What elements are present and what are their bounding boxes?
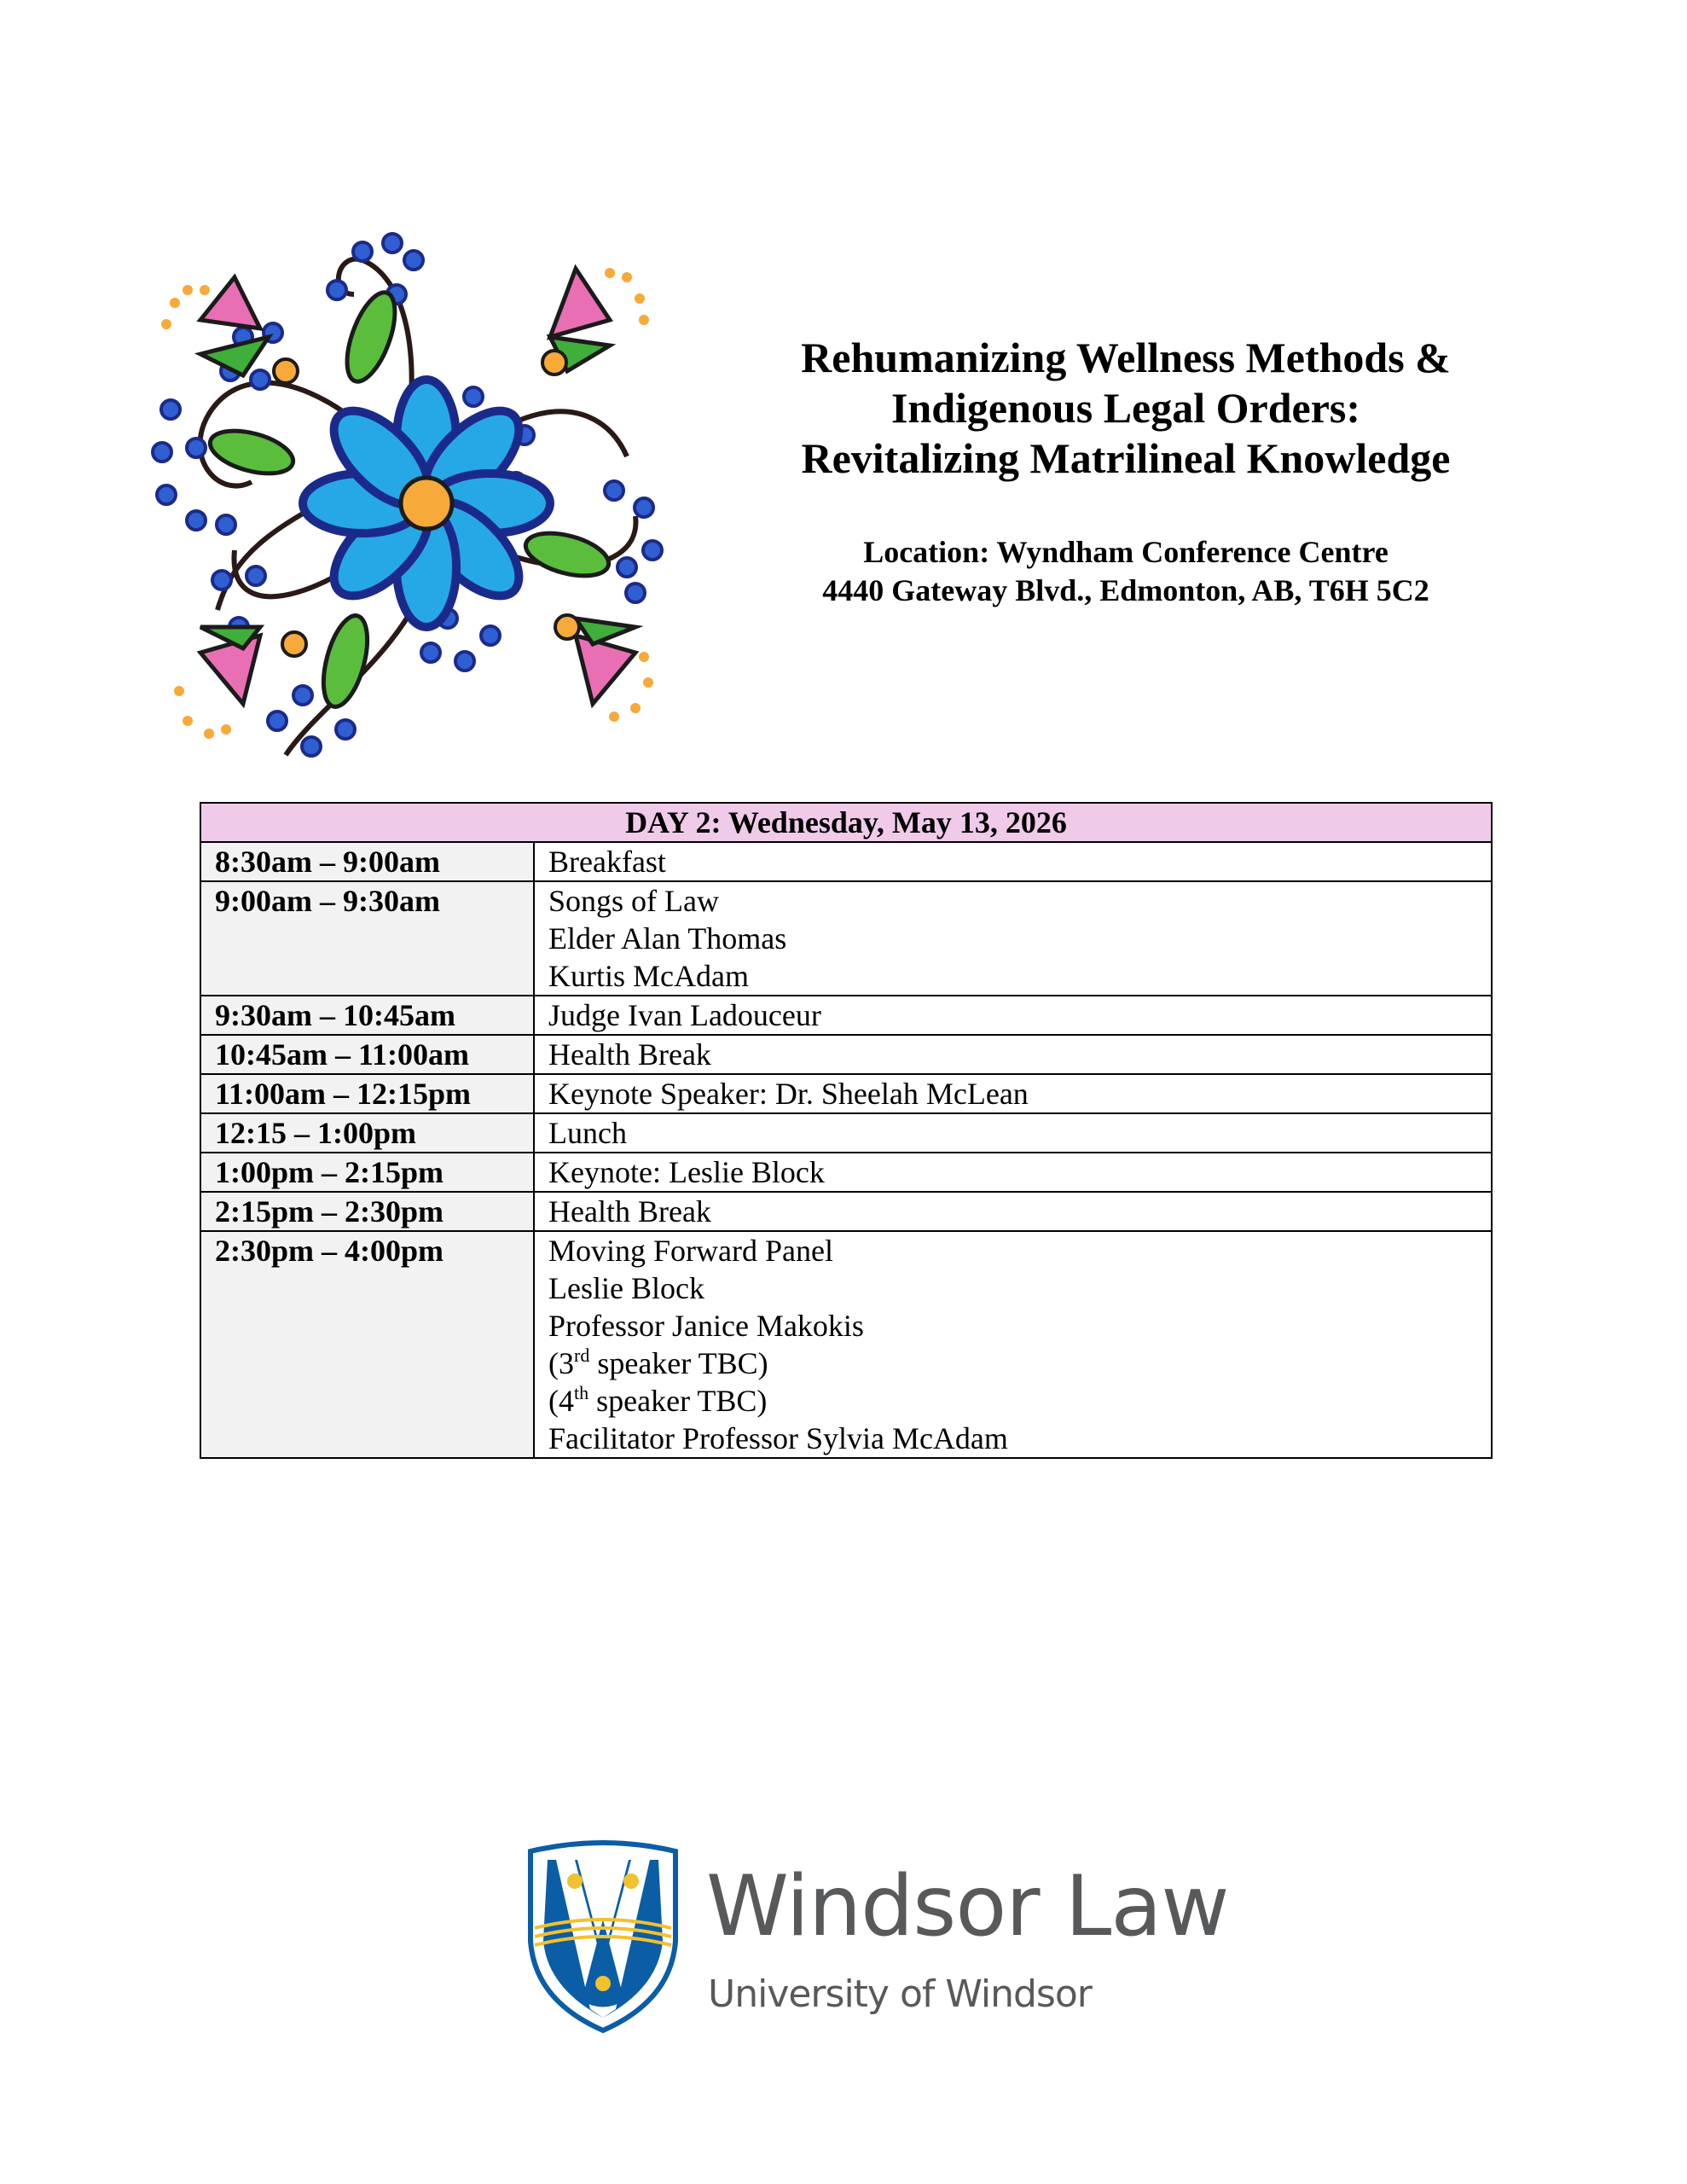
activity: Moving Forward Panel [548,1234,833,1268]
activity: Professor Janice Makokis [548,1309,864,1343]
activity: Health Break [548,1037,711,1072]
activity-cell [534,1192,1492,1231]
activity-cell [534,996,1492,1035]
activity [548,1382,1477,1420]
activity: Judge Ivan Ladouceur [548,998,821,1032]
ordinal-suffix: th [574,1382,589,1403]
table-row [200,1074,1492,1113]
time-cell: 9:30am – 10:45am [200,996,534,1035]
logo-title: Windsor Law [706,1858,1229,1955]
time-cell: 12:15 – 1:00pm [200,1113,534,1153]
time-cell: 10:45am – 11:00am [200,1035,534,1074]
activity: Health Break [548,1194,711,1228]
activity: Keynote Speaker: Dr. Sheelah McLean [548,1077,1029,1111]
table-row [200,1153,1492,1192]
activity-cell [534,1153,1492,1192]
speaker-tbc-text: speaker TBC) [588,1384,768,1418]
time-cell: 2:15pm – 2:30pm [200,1192,534,1231]
table-row [200,1113,1492,1153]
table-row [200,996,1492,1035]
floral-beadwork-illustration [149,226,704,781]
event-title [751,333,1501,484]
day-heading: DAY 2: Wednesday, May 13, 2026 [200,803,1492,842]
time-cell: 1:00pm – 2:15pm [200,1153,534,1192]
event-title-line: Revitalizing Matrilineal Knowledge [801,434,1451,482]
activity: Kurtis McAdam [548,959,749,993]
activity-cell [534,881,1492,996]
location-venue: Location: Wyndham Conference Centre [863,535,1388,569]
activity-cell [534,1231,1492,1458]
activity: Elder Alan Thomas [548,921,787,956]
speaker-tbc-prefix: (3 [548,1346,574,1380]
event-title-line: Indigenous Legal Orders: [890,384,1361,432]
university-shield-logo [522,1838,684,2035]
activity [548,1345,1477,1382]
activity: Leslie Block [548,1271,704,1305]
time-cell: 2:30pm – 4:00pm [200,1231,534,1458]
logo-subtitle: University of Windsor [708,1972,1092,2016]
event-location [751,533,1501,610]
speaker-tbc-prefix: (4 [548,1384,574,1418]
speaker-tbc-text: speaker TBC) [589,1346,768,1380]
activity-cell [534,1113,1492,1153]
table-row [200,1231,1492,1458]
table-row [200,1035,1492,1074]
activity: Songs of Law [548,884,719,918]
ordinal-suffix: rd [574,1345,590,1366]
day-heading-row [200,803,1492,842]
activity: Keynote: Leslie Block [548,1155,825,1189]
schedule-table [200,802,1493,1459]
table-row [200,842,1492,881]
activity: Facilitator Professor Sylvia McAdam [548,1421,1008,1455]
activity: Breakfast [548,845,666,879]
time-cell: 9:00am – 9:30am [200,881,534,996]
activity: Lunch [548,1116,627,1150]
time-cell: 8:30am – 9:00am [200,842,534,881]
location-address: 4440 Gateway Blvd., Edmonton, AB, T6H 5C2 [822,573,1429,607]
table-row [200,1192,1492,1231]
activity-cell [534,842,1492,881]
time-cell: 11:00am – 12:15pm [200,1074,534,1113]
activity-cell [534,1074,1492,1113]
event-title-line: Rehumanizing Wellness Methods & [801,334,1451,381]
activity-cell [534,1035,1492,1074]
table-row [200,881,1492,996]
